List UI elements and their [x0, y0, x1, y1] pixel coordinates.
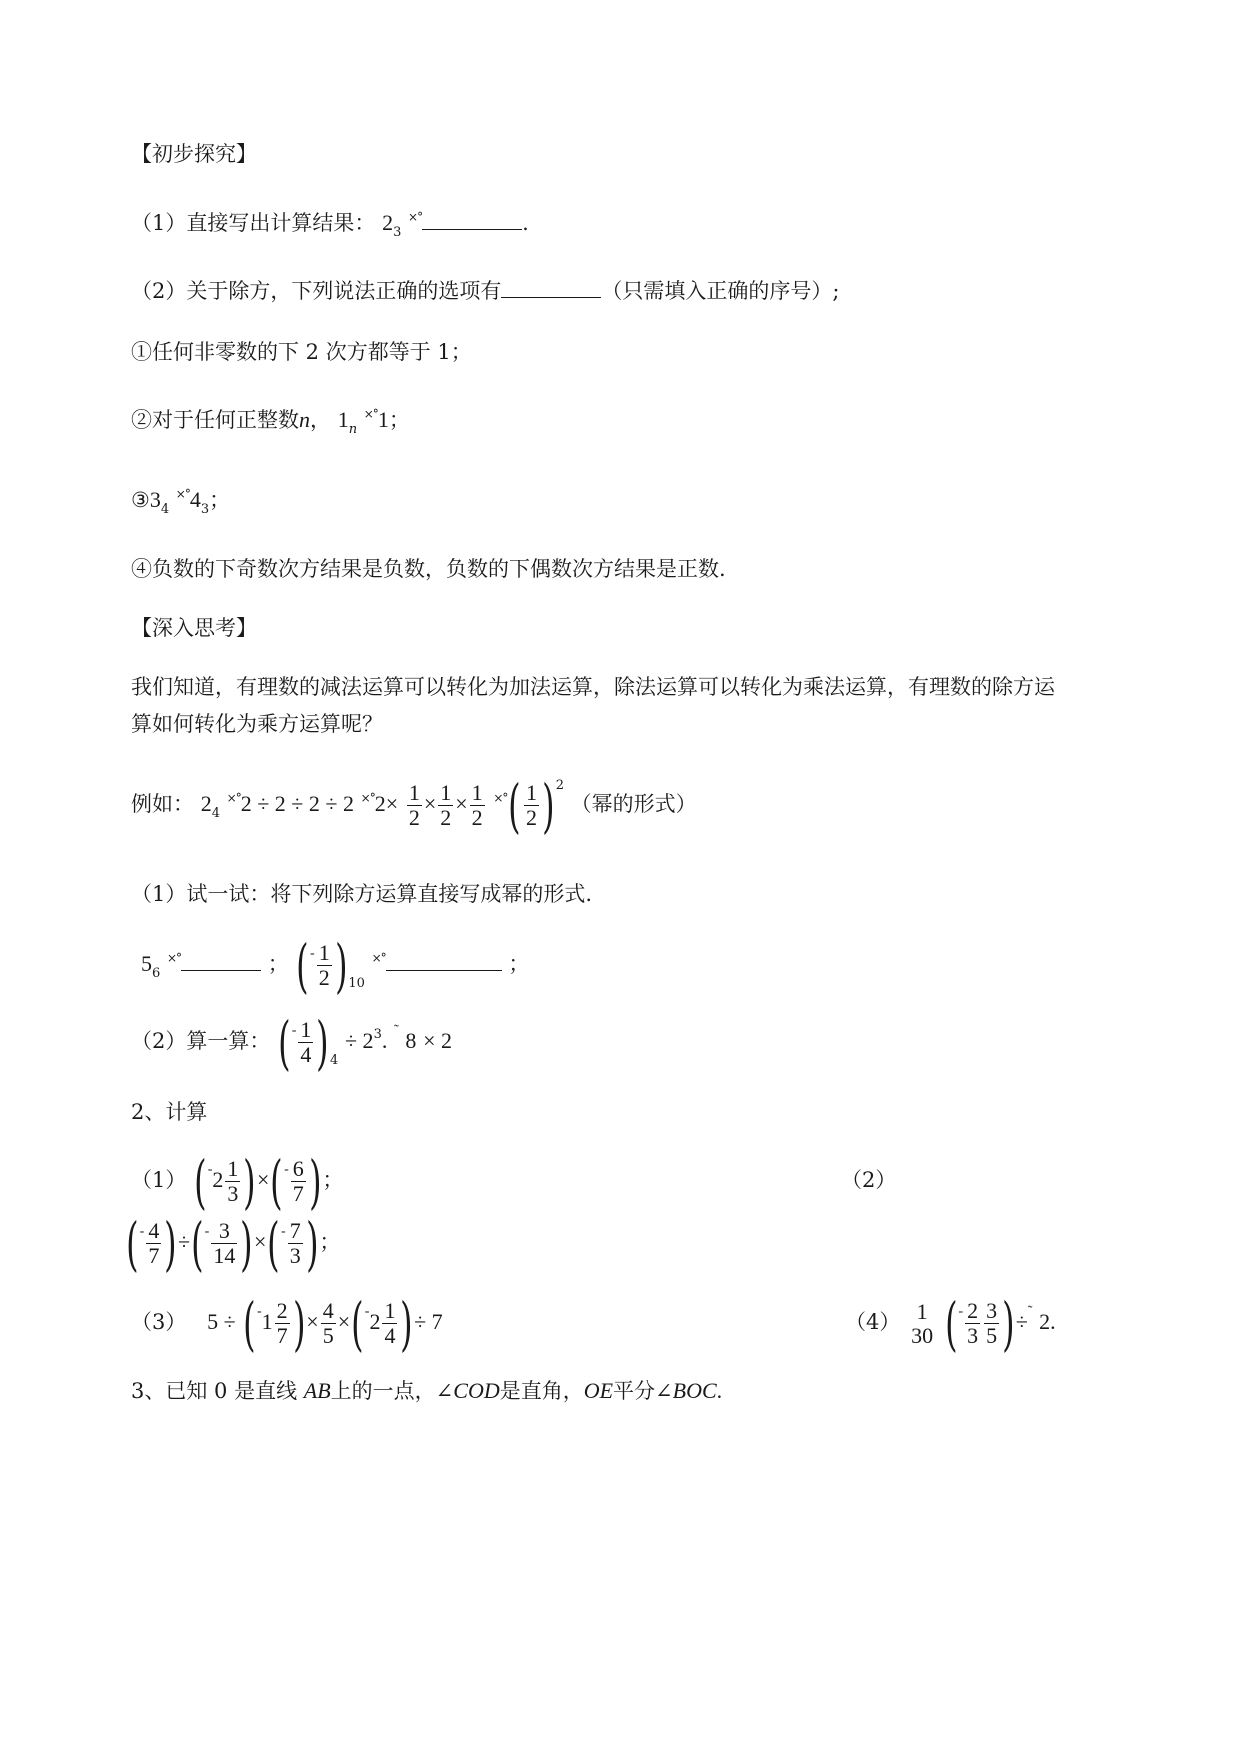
paren-open: (: [126, 1209, 139, 1278]
option-3-a: 3: [149, 487, 161, 512]
section-title-preliminary: 【初步探究】: [131, 142, 257, 166]
semicolon: ；: [267, 952, 289, 976]
try-1: （1）试一试：将下列除方运算直接写成幂的形式.: [131, 882, 593, 906]
dot: .: [1050, 1309, 1056, 1334]
paren-close: ): [542, 771, 555, 840]
calc-1: [131, 1148, 343, 1216]
calc-4-two: 2: [1039, 1309, 1051, 1334]
minus-sign: -: [256, 1304, 262, 1319]
option-2-comma: ，: [310, 408, 331, 432]
question-3-text: 平分∠: [613, 1379, 673, 1403]
calc-3-post: ÷ 7: [414, 1309, 443, 1334]
minus-sign: -: [284, 1162, 289, 1177]
question-3-text: 3、已知 0 是直线: [131, 1379, 298, 1403]
calc-2-label: （2）: [841, 1168, 897, 1192]
times-sign: ×: [253, 1229, 267, 1254]
paragraph-line-1: 我们知道，有理数的减法运算可以转化为加法运算，除法运算可以转化为乘法运算，有理数的除方运: [131, 675, 1055, 699]
fraction: $\frac{3}{5}$: [986, 1298, 998, 1348]
times-sign: ×: [257, 1167, 270, 1192]
paren-close: ): [400, 1289, 413, 1358]
paren-close: ): [308, 1147, 322, 1216]
example: [131, 772, 697, 840]
paragraph-line-2: 算如何转化为乘方运算呢？: [131, 712, 383, 736]
paren-close: ): [334, 931, 348, 1000]
fraction: $\frac{1}{4}$: [384, 1298, 396, 1348]
option-2-text: ②对于任何正整数: [131, 408, 299, 432]
question-1-base: 2: [382, 210, 394, 235]
option-2-sub: n: [348, 422, 358, 437]
fraction: $\frac{1}{2}$: [408, 780, 420, 830]
fraction: 1 30: [911, 1298, 934, 1348]
minus-sign: -: [281, 1224, 286, 1239]
example-power: 2: [555, 778, 564, 793]
option-3: [131, 485, 230, 519]
paren-close: ): [305, 1209, 319, 1278]
minus-sign: -: [291, 1023, 297, 1038]
fraction: $\frac{1}{2}$: [526, 780, 538, 830]
paren-close: ): [240, 1209, 253, 1278]
fraction: $\frac{2}{3}$: [967, 1298, 979, 1348]
paren-close: ): [292, 1289, 306, 1358]
paren-open: (: [278, 1008, 291, 1077]
try-1-a: 5: [141, 951, 152, 976]
section-title-deep: 【深入思考】: [131, 616, 257, 640]
question-1: （1）直接写出计算结果： $2_3$ ×° .: [131, 210, 529, 240]
try-2-eight: 8: [405, 1028, 417, 1053]
option-2-end: ；: [388, 408, 410, 432]
semicolon: ；: [322, 1168, 344, 1192]
minus-sign: -: [958, 1304, 964, 1319]
option-3-num: ③: [131, 488, 150, 512]
question-3-text: 上的一点，∠: [330, 1379, 454, 1403]
times-sign: ×: [455, 791, 468, 816]
example-note: （幂的形式）: [570, 792, 697, 816]
option-4: ④负数的下奇数次方结果是负数，负数的下偶数次方结果是正数.: [131, 557, 726, 581]
operator-mark: ×°: [371, 951, 386, 965]
dot: .: [381, 1028, 388, 1053]
paren-open: (: [296, 931, 309, 1000]
operator-mark: ×°: [226, 791, 241, 805]
period: .: [716, 1378, 723, 1403]
option-3-asub: 4: [160, 502, 170, 517]
calc-3: [131, 1290, 443, 1358]
semicolon: ；: [508, 952, 530, 976]
paren-open: (: [191, 1209, 204, 1278]
option-2-base: 1: [337, 407, 349, 432]
operator-mark: ×°: [408, 210, 423, 224]
times-sign: ×: [337, 1309, 351, 1334]
fraction: $\frac{2}{7}$: [276, 1298, 288, 1348]
try-2-label: （2）算一算：: [131, 1029, 271, 1053]
paren-close: ): [164, 1209, 177, 1278]
option-2-val: 1: [377, 407, 389, 432]
answer-blank[interactable]: [181, 950, 261, 971]
times-sign: ×: [423, 791, 437, 816]
minus-sign: -: [204, 1224, 210, 1239]
answer-blank[interactable]: [501, 277, 601, 298]
try-1-asub: 6: [152, 966, 161, 981]
calc-4-label: （4）: [845, 1310, 901, 1334]
section-title-calc: 2、计算: [131, 1100, 208, 1124]
calc-3-w1: 1: [261, 1309, 273, 1334]
operator-mark: ×°: [175, 487, 190, 501]
try-2-pow: 3: [373, 1027, 382, 1042]
fraction: $\frac{1}{2}$: [318, 940, 330, 990]
option-3-bsub: 3: [200, 502, 210, 517]
minus-sign: -: [207, 1162, 213, 1177]
option-3-b: 4: [189, 487, 201, 512]
fraction: $\frac{1}{4}$: [300, 1017, 312, 1067]
operator-mark: ×°: [363, 407, 378, 421]
paren-open: (: [194, 1147, 207, 1216]
paren-open: (: [508, 771, 521, 840]
fraction: $\frac{6}{7}$: [292, 1156, 304, 1206]
minus-sign: -: [139, 1224, 145, 1239]
answer-blank[interactable]: [386, 950, 502, 971]
question-2-suffix: （只需填入正确的序号）;: [601, 279, 840, 303]
try-2: [131, 1009, 452, 1077]
minus-sign: -: [364, 1304, 370, 1319]
paren-open: (: [351, 1289, 364, 1358]
calc-1-label: （1）: [131, 1168, 187, 1192]
option-2: [131, 405, 410, 439]
paren-open: (: [270, 1147, 283, 1216]
fraction: $\frac{4}{5}$: [322, 1298, 334, 1348]
try-1-expressions: [141, 932, 529, 1000]
paren-open: (: [944, 1289, 958, 1358]
try-2-tail: × 2: [423, 1028, 452, 1053]
paren-close: ): [1002, 1289, 1015, 1358]
calc-2: [125, 1210, 340, 1278]
question-3-text: 是直角，: [499, 1379, 584, 1403]
times-sign: ×: [306, 1309, 319, 1334]
question-3: [131, 1376, 722, 1406]
question-1-label: （1）直接写出计算结果：: [131, 211, 376, 235]
tilde: ˜: [1027, 1304, 1033, 1319]
example-label: 例如：: [131, 792, 194, 816]
option-1: ①任何非零数的下 2 次方都等于 1；: [131, 340, 472, 364]
calc-3-pre: 5 ÷: [207, 1309, 236, 1334]
try-1-sub: 10: [348, 976, 365, 991]
question-2: [131, 276, 839, 306]
question-2-label: （2）关于除方，下列说法正确的选项有: [131, 279, 502, 303]
angle-boc: BOC: [672, 1378, 717, 1403]
example-base: 2: [200, 791, 212, 816]
fraction: $\frac{1}{3}$: [227, 1156, 239, 1206]
divide-sign: ÷: [1015, 1309, 1028, 1334]
example-two: 2×: [374, 791, 399, 816]
option-3-end: ；: [209, 488, 231, 512]
semicolon: ；: [319, 1230, 341, 1254]
paren-close: ): [316, 1008, 329, 1077]
question-1-sub: 3: [393, 225, 402, 240]
ray-oe: OE: [583, 1378, 614, 1403]
calc-1-whole: 2: [212, 1167, 224, 1192]
calc-3-label: （3）: [131, 1310, 187, 1334]
minus-sign: -: [310, 946, 315, 961]
example-sub: 4: [211, 806, 220, 821]
operator-mark: ×°: [493, 791, 508, 805]
operator-mark: ×°: [166, 951, 182, 965]
try-2-sub: 4: [330, 1053, 339, 1068]
divide-sign: ÷: [177, 1229, 191, 1254]
option-2-var: n: [299, 407, 310, 432]
fraction: $\frac{4}{7}$: [148, 1218, 160, 1268]
example-division: 2 ÷ 2 ÷ 2 ÷ 2: [240, 791, 354, 816]
paren-close: ): [243, 1147, 256, 1216]
operator-mark: ×°: [360, 791, 375, 805]
angle-cod: COD: [453, 1378, 500, 1403]
answer-blank[interactable]: [422, 209, 522, 230]
try-2-rest: ÷ 2: [344, 1028, 374, 1053]
calc-4: [845, 1290, 1056, 1358]
fraction: $\frac{1}{2}$: [471, 780, 483, 830]
fraction: $\frac{7}{3}$: [289, 1218, 301, 1268]
line-ab: AB: [303, 1378, 331, 1403]
paren-open: (: [243, 1289, 256, 1358]
paren-open: (: [267, 1209, 280, 1278]
tilde: ˜: [394, 1023, 399, 1038]
fraction: $\frac{1}{2}$: [440, 780, 452, 830]
fraction: $\frac{3}{14}$: [213, 1218, 236, 1268]
calc-3-w2: 2: [369, 1309, 381, 1334]
